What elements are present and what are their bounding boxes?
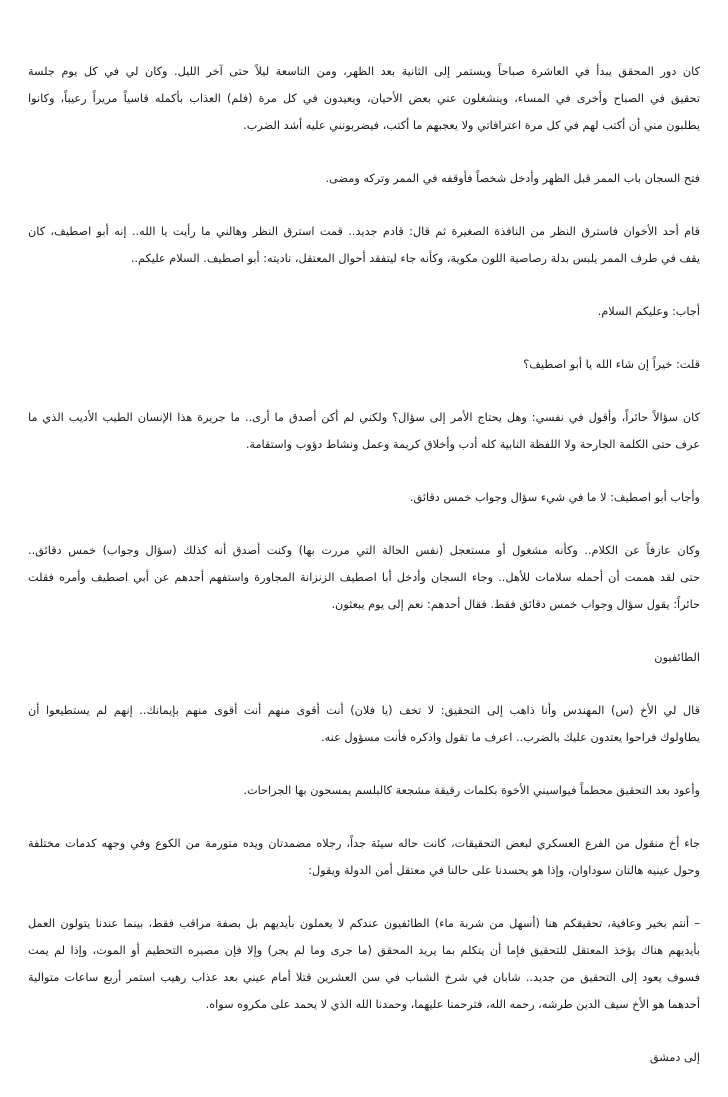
paragraph-question [28,351,700,378]
paragraph-testimony [28,910,700,1018]
text-line: فتح السجان باب الممر قبل الظهر وأدخل شخصاً فأوقفه في الممر وتركه ومضى. [325,172,700,185]
paragraph-engineer-advice [28,697,700,751]
text-line: جاء أخ منقول من الفرع العسكري لبعض التحقيقات، كانت حاله سيئة جداً، رجلاه مضمدتان ويده متورمة من الكوع وفي وجهه كدمات مختلفة [28,837,700,850]
text-line: أجاب: وعليكم السلام. [597,305,700,318]
paragraph-five-minutes [28,484,700,511]
text-line: قلت: خيراً إن شاء الله يا أبو اصطيف؟ [523,358,700,371]
text-line: إلى دمشق [649,1051,700,1064]
text-line: فسوف يعود إلى التحقيق من جديد.. شابان في شرخ الشباب في سن العشرين قتلا أمام عيني بعد عذاب رهيب استمر أربع ساعات متوالية [28,971,700,984]
paragraph-new-arrival [28,218,700,272]
text-line: تحقيق في الصباح وأخرى في المساء، وينشغلون عني بعض الأحيان، ويعيدون في كل مرة (فلم) العذاب بأكمله قاسياً مريراً رعيباً، وكانوا [28,92,700,105]
paragraph-confused-question [28,404,700,458]
text-line: يطاولوك فراحوا يعتدون عليك بالضرب.. اعرف ما تقول واذكره فأنت مسؤول عنه. [321,731,700,744]
text-line: قام أحد الأخوان فاسترق النظر من النافذة الصغيرة ثم قال: قادم جديد.. قمت استرق النظر وهالني ما رأيت يا الله.. إنه أبو اصطيف، كان [28,225,700,238]
text-line: حتى لقد هممت أن أحمله سلامات للأهل.. وجاء السجان وأدخل أبا اصطيف الزنزانة المجاورة واستفهم أحدهم عن أبي اصطيف وأمره فقلت [28,571,700,584]
text-line: وحول عينيه هالتان سوداوان، وإذا هو يحسدنا على حالنا في معتقل أمن الدولة ويقول: [308,864,700,877]
text-line: بأيديهم هناك يؤخذ المعتقل للتحقيق فإما أن يتكلم بما يريد المحقق (ما جرى وما لم يجر) وإلا فإن مصيره التحطيم أو الموت، وإذا لم يمت [28,944,700,957]
text-line: حائراً: يقول سؤال وجواب خمس دقائق فقط. فقال أحدهم: نعم إلى يوم يبعثون. [331,598,700,611]
paragraph-jailer-opens [28,165,700,192]
paragraph-reply-greeting [28,298,700,325]
paragraph-transferred-brother [28,830,700,884]
section-heading-to-damascus [28,1044,700,1071]
text-line: كان دور المحقق يبدأ في العاشرة صباحاً ويستمر إلى الثانية بعد الظهر، ومن التاسعة ليلاً حتى آخر الليل. وكان لي في كل يوم جلسة [28,65,700,78]
paragraph-reluctant [28,537,700,618]
text-line: قال لي الأخ (س) المهندس وأنا ذاهب إلى التحقيق: لا تخف (يا فلان) أنت أقوى منهم أنت أقوى منهم بإيمانك.. إنهم لم يستطيعوا أن [28,704,700,717]
text-line: وأجاب أبو اصطيف: لا ما في شيء سؤال وجواب خمس دقائق. [409,491,700,504]
paragraph-consolation [28,777,700,804]
document-page [28,58,700,1097]
text-line: يطلبون مني أن أكتب لهم في كل مرة اعترافاتي ولا يعجبهم ما أكتب، فيضربونني عليه أشد الضرب. [243,119,700,132]
text-line: وكان عازفاً عن الكلام.. وكأنه مشغول أو مستعجل (نفس الحالة التي مررت بها) وكنت أصدق أنه كذلك (سؤال وجواب) خمس دقائق.. [28,544,700,557]
paragraph-interrogation-schedule [28,58,700,139]
text-line: وأعود بعد التحقيق محطماً فيواسيني الأخوة بكلمات رقيقة مشجعة كالبلسم يمسحون بها الجراحات. [243,784,700,797]
text-line: – أنتم بخير وعافية، تحقيقكم هنا (أسهل من شربة ماء) الطائفيون عندكم لا يعملون بأيديهم بل بصفة مراقب فقط، بينما عندنا يتولون العمل [28,917,700,930]
text-line: أحدهما هو الأخ سيف الدين طرشه، رحمه الله، فترحمنا عليهما، وحمدنا الله الذي لا يحمد على مكروه سواه. [205,998,700,1011]
text-line: عرف حتى الكلمة الجارحة ولا اللفظة النابية كله أدب وأخلاق كريمة وعمل ونشاط دؤوب واستقامة. [245,438,700,451]
text-line: كان سؤالاً حائراً، وأقول في نفسي: وهل يحتاج الأمر إلى سؤال؟ ولكني لم أكن أصدق ما أرى.. ما جريرة هذا الإنسان الطيب الأديب الذي ما [28,411,700,424]
text-line: يقف في طرف الممر يلبس بدلة رصاصية اللون مكوية، وكأنه جاء ليتفقد أحوال المعتقل، ناديته: أبو اصطيف. السلام عليكم.. [130,252,700,265]
section-heading-sectarians [28,644,700,671]
text-line: الطائفيون [654,651,700,664]
